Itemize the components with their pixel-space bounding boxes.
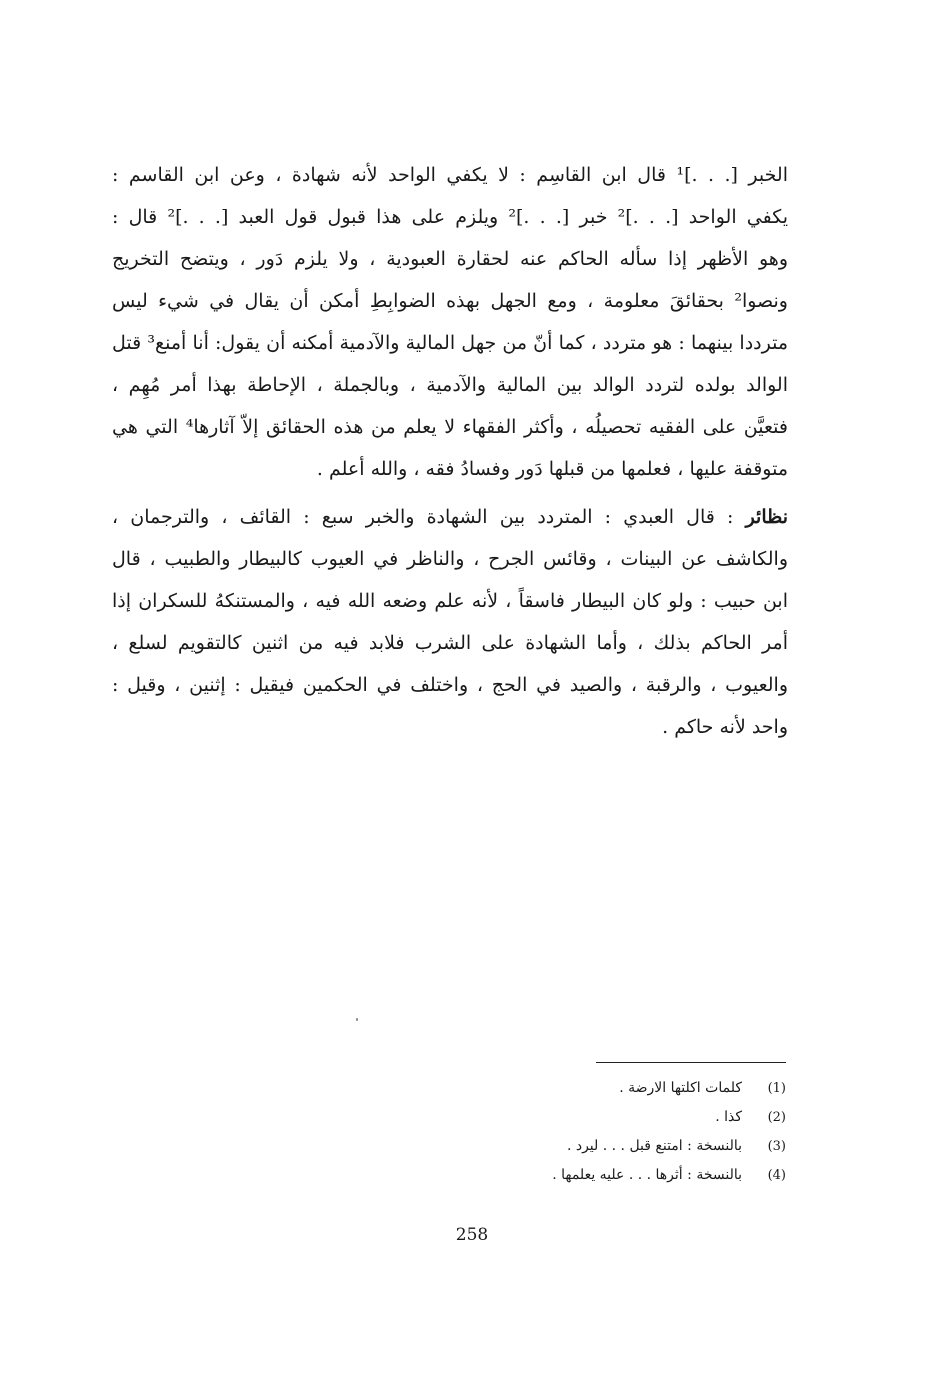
- text-line: [112, 496, 788, 538]
- text-line: مترددا بينهما : هو متردد ، كما أنّ من جهل المالية والآدمية أمكنه أن يقول: أنا أمنع³ قتل: [112, 332, 789, 354]
- footnote-text: كلمات اكلتها الارضة .: [619, 1080, 742, 1096]
- footnote-item: [440, 1103, 786, 1132]
- footnote-text: كذا .: [715, 1109, 742, 1125]
- text-line: يكفي الواحد [. . .]² خبر [. . .]² ويلزم على هذا قبول قول العبد [. . .]² قال :: [112, 206, 788, 228]
- text-line: ابن حبيب : ولو كان البيطار فاسقاً ، لأنه علم وضعه الله فيه ، والمستنكهُ للسكران إذا: [112, 590, 788, 612]
- footnote-number: (3): [767, 1139, 786, 1154]
- text-line: وهو الأظهر إذا سأله الحاكم عنه لحقارة العبودية ، ولا يلزم دَور ، ويتضح التخريج: [112, 248, 788, 270]
- text-line: الخبر [. . .]¹ قال ابن القاسِم : لا يكفي الواحد لأنه شهادة ، وعن ابن القاسم :: [112, 164, 788, 186]
- footnote-item: [440, 1161, 786, 1190]
- footnote-separator: [596, 1062, 786, 1063]
- main-text: [112, 154, 788, 748]
- text-line: فتعيَّن على الفقيه تحصيلُه ، وأكثر الفقهاء لا يعلم من هذه الحقائق إلاّ آثارها⁴ التي هي: [112, 416, 788, 438]
- footnote-number: (4): [767, 1168, 786, 1183]
- page-number: 258: [455, 1225, 489, 1245]
- text-line: والعيوب ، والرقبة ، والصيد في الحج ، واختلف في الحكمين فيقيل : إثنين ، وقيل :: [112, 674, 788, 696]
- footnote-item: [440, 1074, 786, 1103]
- text-line: متوقفة عليها ، فعلمها من قبلها دَور وفسادُ فقه ، والله أعلم .: [316, 458, 788, 480]
- text-line: والكاشف عن البينات ، وقائس الجرح ، والناظر في العيوب كالبيطار والطبيب ، قال: [112, 548, 788, 570]
- footnote-item: [440, 1132, 786, 1161]
- footnotes: [440, 1074, 786, 1190]
- text-line: ونصوا² بحقائقَ معلومة ، ومع الجهل بهذه الضوابِطِ أمكن أن يقال في شيء ليس: [112, 290, 788, 312]
- footnote-text: بالنسخة : امتنع قبل . . . ليرد .: [566, 1138, 742, 1154]
- text-line: الوالد بولده لتردد الوالد بين المالية والآدمية ، وبالجملة ، الإحاطة بهذا أمر مُهِم ،: [112, 374, 788, 396]
- section-term: نظائر: [745, 506, 788, 528]
- footnote-text: بالنسخة : أثرها . . . عليه يعلمها .: [552, 1167, 742, 1183]
- footnote-number: (1): [767, 1081, 786, 1096]
- footnote-number: (2): [767, 1110, 786, 1125]
- text-line: أمر الحاكم بذلك ، وأما الشهادة على الشرب فلابد فيه من اثنين كالتقويم لسلع ،: [112, 632, 788, 654]
- text-line: واحد لأنه حاكم .: [662, 716, 788, 738]
- text-run: : قال العبدي : المتردد بين الشهادة والخبر سبع : القائف ، والترجمان ،: [112, 506, 746, 528]
- scan-speck: [356, 1018, 358, 1021]
